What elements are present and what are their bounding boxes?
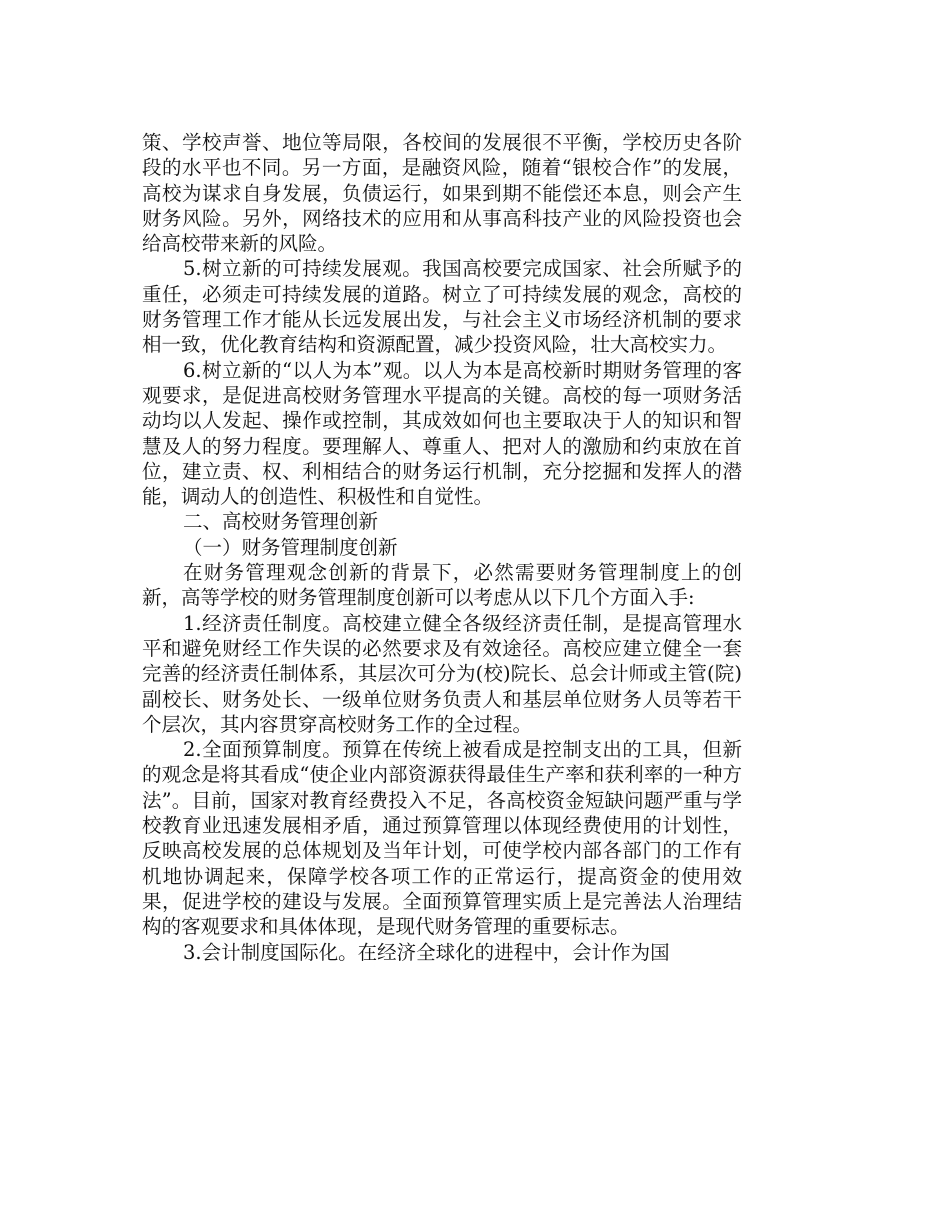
paragraph-intro: 在财务管理观念创新的背景下，必然需要财务管理制度上的创新，高等学校的财务管理制度创新可以考虑从以下几个方面入手:: [142, 561, 742, 610]
paragraph-continuation: 策、学校声誉、地位等局限，各校间的发展很不平衡，学校历史各阶段的水平也不同。另一方面，是融资风险，随着“银校合作”的发展，高校为谋求自身发展，负债运行，如果到期不能偿还本息，则会产生财务风险。另外，网络技术的应用和从事高科技产业的风险投资也会给高校带来新的风险。: [142, 131, 742, 256]
paragraph-point-5: 5.树立新的可持续发展观。我国高校要完成国家、社会所赋予的重任，必须走可持续发展的道路。树立了可持续发展的观念，高校的财务管理工作才能从长远发展出发，与社会主义市场经济机制的要求相一致，优化教育结构和资源配置，减少投资风险，壮大高校实力。: [142, 257, 742, 357]
paragraph-point-6: 6.树立新的“以人为本”观。以人为本是高校新时期财务管理的客观要求，是促进高校财务管理水平提高的关键。高校的每一项财务活动均以人发起、操作或控制，其成效如何也主要取决于人的知识和智慧及人的努力程度。要理解人、尊重人、把对人的激励和约束放在首位，建立责、权、利相结合的财务运行机制，充分挖掘和发挥人的潜能，调动人的创造性、积极性和自觉性。: [142, 358, 742, 509]
paragraph-item-1: 1.经济责任制度。高校建立健全各级经济责任制，是提高管理水平和避免财经工作失误的必然要求及有效途径。高校应建立健全一套完善的经济责任制体系，其层次可分为(校)院长、总会计师或主管(院)副校长、财务处长、一级单位财务负责人和基层单位财务人员等若干个层次，其内容贯穿高校财务工作的全过程。: [142, 611, 742, 736]
paragraph-item-2: 2.全面预算制度。预算在传统上被看成是控制支出的工具，但新的观念是将其看成“使企业内部资源获得最佳生产率和获利率的一种方法”。目前，国家对教育经费投入不足，各高校资金短缺问题严重与学校教育业迅速发展相矛盾，通过预算管理以体现经费使用的计划性，反映高校发展的总体规划及当年计划，可使学校内部各部门的工作有机地协调起来，保障学校各项工作的正常运行，提高资金的使用效果，促进学校的建设与发展。全面预算管理实质上是完善法人治理结构的客观要求和具体体现，是现代财务管理的重要标志。: [142, 738, 742, 939]
section-heading: 二、高校财务管理创新: [183, 510, 379, 534]
document-body: [142, 130, 742, 965]
subsection-heading: （一）财务管理制度创新: [183, 535, 398, 559]
paragraph-item-3: 3.会计制度国际化。在经济全球化的进程中，会计作为国: [183, 940, 670, 964]
